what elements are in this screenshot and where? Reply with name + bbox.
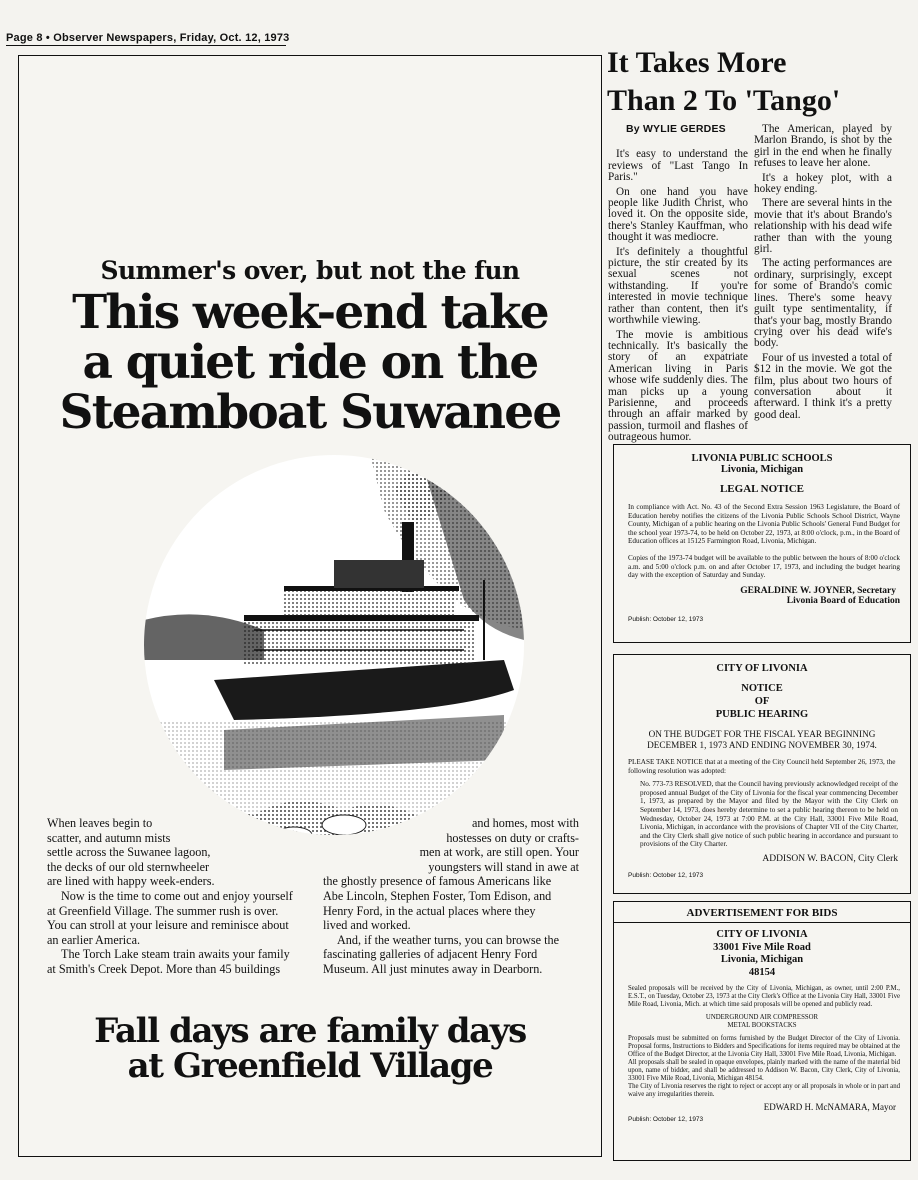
- ad-headline-line: a quiet ride on the: [82, 335, 538, 390]
- ad-headline: [19, 285, 601, 440]
- article-paragraph: The movie is ambitious technically. It's basically the story of an expatriate American living in Paris whose wife suddenly dies. The man picks up a young Parisienne, and proceeds through an affair marked by passion, turmoil and flashes of outrageous humor.: [608, 328, 748, 444]
- bids-item: METAL BOOKSTACKS: [727, 1022, 797, 1029]
- article-column-2: [754, 124, 892, 421]
- notice-paragraph: The City of Livonia reserves the right to reject or accept any or all proposals in whole or in part and waive any irregularities therein.: [628, 1083, 900, 1098]
- ad-body-line: Now is the time to come out and enjoy yourself: [61, 888, 293, 903]
- article-paragraph: It's easy to understand the reviews of "Last Tango In Paris.": [608, 148, 748, 184]
- bids-item: UNDERGROUND AIR COMPRESSOR: [705, 1014, 819, 1021]
- notice-signature: ADDISON W. BACON, City Clerk: [762, 853, 898, 864]
- notice-subject: ON THE BUDGET FOR THE FISCAL YEAR BEGINNING DECEMBER 1, 1973 AND ENDING NOVEMBER 30, 1974.: [647, 729, 877, 750]
- notice-title-line: PUBLIC HEARING: [715, 709, 809, 720]
- ad-body-line: When leaves begin to: [47, 816, 153, 830]
- notice-publish-date: Publish: October 12, 1973: [628, 1116, 704, 1123]
- notice-city: Livonia, Michigan: [720, 464, 804, 475]
- notice-title-line: OF: [754, 696, 770, 707]
- ad-body-line: The Torch Lake steam train awaits your family: [61, 947, 290, 962]
- ad-body-line: Museum. All just minutes away in Dearborn.: [323, 961, 543, 976]
- article-paragraph: There are several hints in the movie that it's about Brando's relationship with his dead wife rather than with the young girl.: [754, 197, 892, 256]
- steamboat-photo: [144, 430, 524, 860]
- legal-notice-schools: [613, 444, 911, 643]
- advertisement-for-bids: [613, 901, 911, 1161]
- notice-paragraph: Copies of the 1973-74 budget will be available to the public between the hours of 8:00 o'clock a.m. and 5:00 o'clock p.m. on and after October 17, 1973, and including the budget hearing day with the exception of Saturday and Sunday.: [628, 553, 900, 580]
- notice-paragraph: All proposals shall be sealed in opaque envelopes, plainly marked with the name of the material bid upon, name of bidder, and shall be addressed to Addison W. Bacon, City Clerk, City of Livonia, 33001 Five Mile Road, Livonia, Michigan 48154.: [628, 1059, 900, 1082]
- ad-footer-line: at Greenfield Village: [127, 1046, 493, 1086]
- ad-body-line: settle across the Suwanee lagoon,: [47, 845, 211, 860]
- article-column-1: [608, 124, 748, 444]
- notice-paragraph: PLEASE TAKE NOTICE that at a meeting of the City Council held September 26, 1973, the following resolution was adopted:: [628, 758, 896, 775]
- ad-body-line: hostesses on duty or crafts-: [446, 830, 579, 845]
- ad-body-line: the decks of our old sternwheeler: [47, 859, 210, 874]
- ad-body-line: And, if the weather turns, you can browse the: [337, 932, 560, 947]
- ad-body-line: fascinating galleries of adjacent Henry Ford: [323, 947, 538, 962]
- notice-title: LEGAL NOTICE: [719, 483, 805, 495]
- notice-org: LIVONIA PUBLIC SCHOOLS: [691, 453, 833, 464]
- bids-address-line: Livonia, Michigan: [720, 954, 804, 965]
- ad-body-line: scatter, and autumn mists: [47, 830, 171, 845]
- article-title-line: It Takes More: [607, 46, 787, 79]
- article-paragraph: On one hand you have people like Judith Christ, who loved it. On the opposite side, there's Stanley Kauffman, who thought it was mediocre.: [608, 185, 748, 244]
- ad-body-line: at Smith's Creek Depot. More than 45 buildings: [47, 961, 281, 976]
- notice-title: [614, 682, 910, 721]
- public-hearing-notice: [613, 654, 911, 894]
- ad-headline-line: This week-end take: [72, 285, 548, 340]
- article-title-line: Than 2 To 'Tango': [607, 84, 841, 117]
- article-paragraph: The American, played by Marlon Brando, is shot by the girl in the end when he finally refuses to leave her alone.: [754, 123, 892, 170]
- notice-paragraph: Proposals must be submitted on forms furnished by the Budget Director of the City of Livonia. Proposal forms, Instructions to Bidders and Specifications for items required may be obtained at the Office of the Budget Director, at the Livonia City Hall, 33001 Five Mile Road, Livonia, Michigan.: [628, 1035, 901, 1058]
- ad-footer-line: Fall days are family days: [94, 1011, 526, 1051]
- notice-signature-title: Livonia Board of Education: [786, 595, 900, 606]
- ad-body-line: You can stroll at your leisure and reminisce about: [47, 918, 289, 933]
- ad-subhead: Summer's over, but not the fun: [100, 256, 520, 285]
- notice-title-line: NOTICE: [741, 683, 783, 694]
- notice-org: CITY OF LIVONIA: [716, 663, 808, 674]
- greenfield-village-advertisement: [18, 55, 602, 1157]
- ad-body-line: an earlier America.: [47, 932, 141, 947]
- bids-address-line: 33001 Five Mile Road: [713, 941, 811, 953]
- ad-body-line: youngsters will stand in awe at: [428, 859, 579, 874]
- bids-heading: ADVERTISEMENT FOR BIDS: [614, 907, 910, 923]
- ad-footer-slogan: [19, 1011, 601, 1086]
- bids-address: [614, 929, 910, 979]
- page-folio: Page 8 • Observer Newspapers, Friday, Oct. 12, 1973: [6, 32, 290, 44]
- article-paragraph: It's a hokey plot, with a hokey ending.: [754, 171, 892, 196]
- article-byline: By WYLIE GERDES: [626, 123, 726, 135]
- notice-paragraph: In compliance with Act. No. 43 of the Second Extra Session 1963 Legislature, the Board of Education hereby notifies the citizens of the Livonia Public Schools School District, Wayne County, Michigan of a public hearing on the Livonia Public Schools' General Fund Budget for the school year 1973-74, to be held on October 22, 1973, at 8:00 o'clock, p.m., in the Board of Education offices at 15125 Farmington Road, Livonia, Michigan.: [628, 503, 900, 546]
- notice-paragraph: Sealed proposals will be received by the City of Livonia, Michigan, as owner, until 2:00 P.M., E.S.T., on Tuesday, October 23, 1973 at the City Clerk's Office at the Livonia City Hall, 33001 Five Mile Road, Livonia, Mich. at which time said proposals will be opened and publicly read.: [628, 985, 900, 1008]
- ad-body-line: Abe Lincoln, Stephen Foster, Tom Edison, and: [323, 888, 552, 903]
- article-paragraph: The acting performances are ordinary, surprisingly, except for some of Brando's comic lines. There's some heavy guilt type sentimentality, if that's your bag, mostly Brando crying over his dead wife's body.: [754, 257, 892, 350]
- article-paragraph: Four of us invested a total of $12 in the movie. We got the film, plus about two hours of conversation about it afterward. I think it's a pretty good deal.: [754, 351, 892, 421]
- notice-signature: EDWARD H. McNAMARA, Mayor: [763, 1102, 896, 1112]
- ad-body-line: lived and worked.: [323, 918, 411, 933]
- article-title: [607, 44, 907, 120]
- ad-body-line: and homes, most with: [472, 816, 579, 830]
- ad-body-line: Henry Ford, in the actual places where they: [323, 903, 536, 918]
- article-paragraph: It's definitely a thoughtful picture, the stir created by its sexual scenes not withstanding. If you're interested in movie technique rather than content, then it's worthwhile viewing.: [608, 245, 748, 327]
- ad-headline-line: Steamboat Suwanee: [59, 385, 561, 440]
- notice-signature: GERALDINE W. JOYNER, Secretary: [740, 585, 896, 596]
- ad-body-line: men at work, are still open. Your: [419, 845, 579, 860]
- notice-publish-date: Publish: October 12, 1973: [628, 615, 704, 623]
- notice-publish-date: Publish: October 12, 1973: [628, 871, 704, 879]
- ad-body-line: are lined with happy week-enders.: [47, 874, 215, 889]
- ad-body-line: at Greenfield Village. The summer rush is over.: [47, 903, 279, 918]
- notice-resolution: No. 773-73 RESOLVED, that the Council having previously acknowledged receipt of the proposed annual Budget of the City of Livonia for the fiscal year commencing December 1, 1973, as prepared by the Mayor and filed by the Mayor with the City Clerk on September 14, 1973, does hereby determine to set a public hearing thereon to be held on Wednesday, October 24, 1973 at 7:00 P.M. at the City Hall, 33001 Five Mile Road, Livonia, Michigan, in accordance with the provisions of Chapter VII of the City Charter, and the City Clerk shall give notice of such public hearing in accordance and pursuant to provisions of the City Charter.: [640, 780, 898, 849]
- ad-body-left: [47, 816, 327, 977]
- ad-body-line: the ghostly presence of famous Americans like: [323, 874, 552, 889]
- bids-org: CITY OF LIVONIA: [716, 929, 808, 940]
- bids-zip: 48154: [748, 966, 776, 978]
- ad-body-right: [323, 816, 579, 977]
